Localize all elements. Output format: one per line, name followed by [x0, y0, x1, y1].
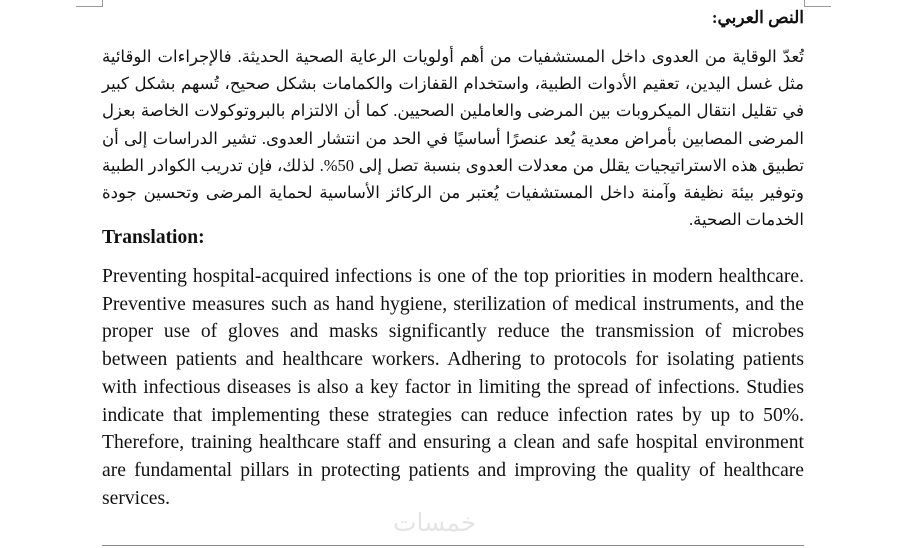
- khamsat-watermark: خمسات: [393, 508, 477, 537]
- footer-divider: [102, 545, 804, 546]
- page-corner-mark-right: [804, 0, 831, 7]
- translation-paragraph: Preventing hospital-acquired infections is one of the top priorities in modern healthcare. Preventive measures such as hand hygiene, sterilization of medical instruments, and the proper use of gloves and masks significantly reduce the transmission of microbes between patients and healthcare workers. Adhering to protocols for isolating patients with infectious diseases is also a key factor in limiting the spread of infections. Studies indicate that implementing these strategies can reduce infection rates by up to 50%. Therefore, training healthcare staff and ensuring a clean and safe hospital environment are fundamental pillars in protecting patients and improving the quality of healthcare services.: [102, 266, 804, 509]
- arabic-paragraph: تُعدّ الوقاية من العدوى داخل المستشفيات من أهم أولويات الرعاية الصحية الحديثة. فالإجراءات الوقائية مثل غسل اليدين، تعقيم الأدوات الطبية، واستخدام القفازات والكمامات بشكل صحيح، تُسهم بشكل كبير في تقليل انتقال الميكروبات بين المرضى والعاملين الصحيين. كما أن الالتزام بالبروتوكولات الخاصة بعزل المرضى المصابين بأمراض معدية يُعد عنصرًا أساسيًا في الحد من انتشار العدوى. تشير الدراسات إلى أن تطبيق هذه الاستراتيجيات يقلل من معدلات العدوى بنسبة تصل إلى 50%. لذلك، فإن تدريب الكوادر الطبية وتوفير بيئة نظيفة وآمنة داخل المستشفيات يُعتبر من الركائز الأساسية لحماية المرضى وتحسين جودة الخدمات الصحية.: [102, 47, 804, 230]
- arabic-text-heading: النص العربي:: [711, 8, 804, 27]
- translation-heading: Translation:: [102, 227, 205, 248]
- page-corner-mark-left: [76, 0, 103, 7]
